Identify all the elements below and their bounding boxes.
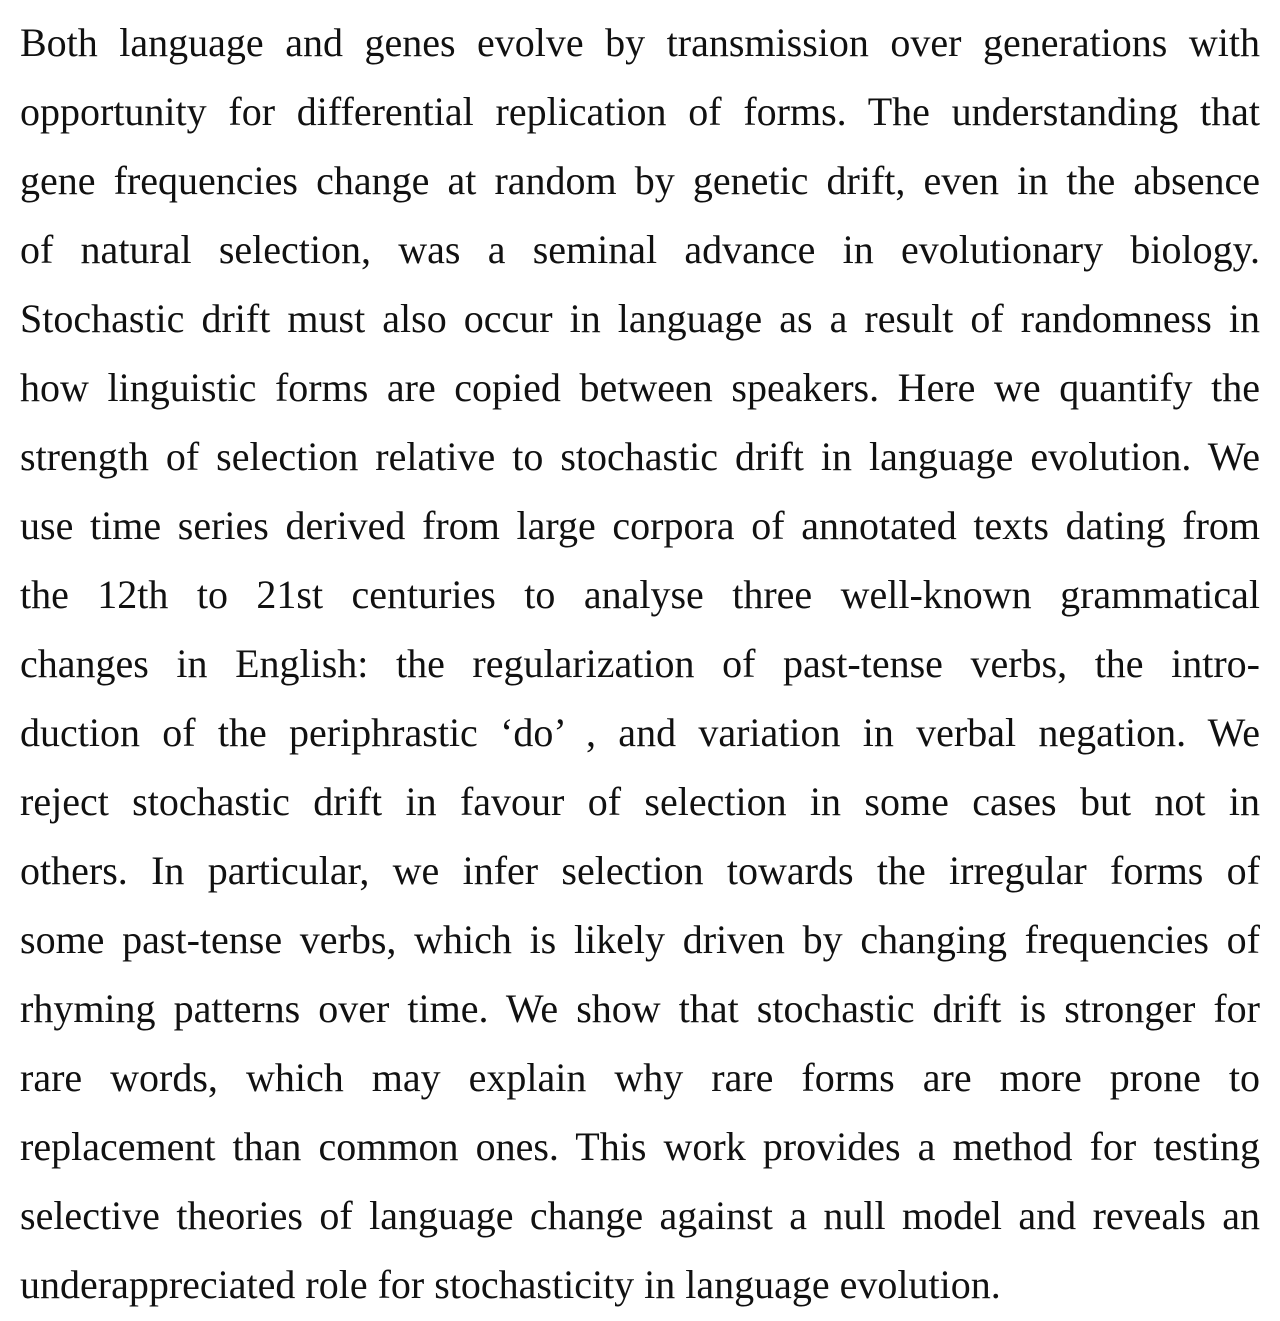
text-line: duction of the periphrastic ‘do’ , and variation in verbal negation. We	[20, 710, 1260, 755]
text-line: Stochastic drift must also occur in language as a result of randomness in	[20, 296, 1260, 341]
text-line: changes in English: the regularization of past-tense verbs, the intro-	[20, 641, 1260, 686]
text-line: of natural selection, was a seminal advance in evolutionary biology.	[20, 227, 1260, 272]
text-line: use time series derived from large corpora of annotated texts dating from	[20, 503, 1260, 548]
text-line: opportunity for differential replication of forms. The understanding that	[20, 89, 1260, 134]
text-line-last: underappreciated role for stochasticity in language evolution.	[20, 1262, 1001, 1307]
text-line: selective theories of language change against a null model and reveals an	[20, 1193, 1260, 1238]
text-line: how linguistic forms are copied between speakers. Here we quantify the	[20, 365, 1260, 410]
text-line: some past-tense verbs, which is likely driven by changing frequencies of	[20, 917, 1260, 962]
text-line: gene frequencies change at random by genetic drift, even in the absence	[20, 158, 1260, 203]
text-line: strength of selection relative to stochastic drift in language evolution. We	[20, 434, 1260, 479]
text-line: rhyming patterns over time. We show that stochastic drift is stronger for	[20, 986, 1260, 1031]
text-line: Both language and genes evolve by transmission over generations with	[20, 20, 1260, 65]
text-line: reject stochastic drift in favour of selection in some cases but not in	[20, 779, 1260, 824]
text-line: the 12th to 21st centuries to analyse three well-known grammatical	[20, 572, 1260, 617]
text-line: rare words, which may explain why rare forms are more prone to	[20, 1055, 1260, 1100]
text-line: others. In particular, we infer selection towards the irregular forms of	[20, 848, 1260, 893]
abstract-paragraph	[20, 8, 1260, 1319]
text-line: replacement than common ones. This work provides a method for testing	[20, 1124, 1260, 1169]
